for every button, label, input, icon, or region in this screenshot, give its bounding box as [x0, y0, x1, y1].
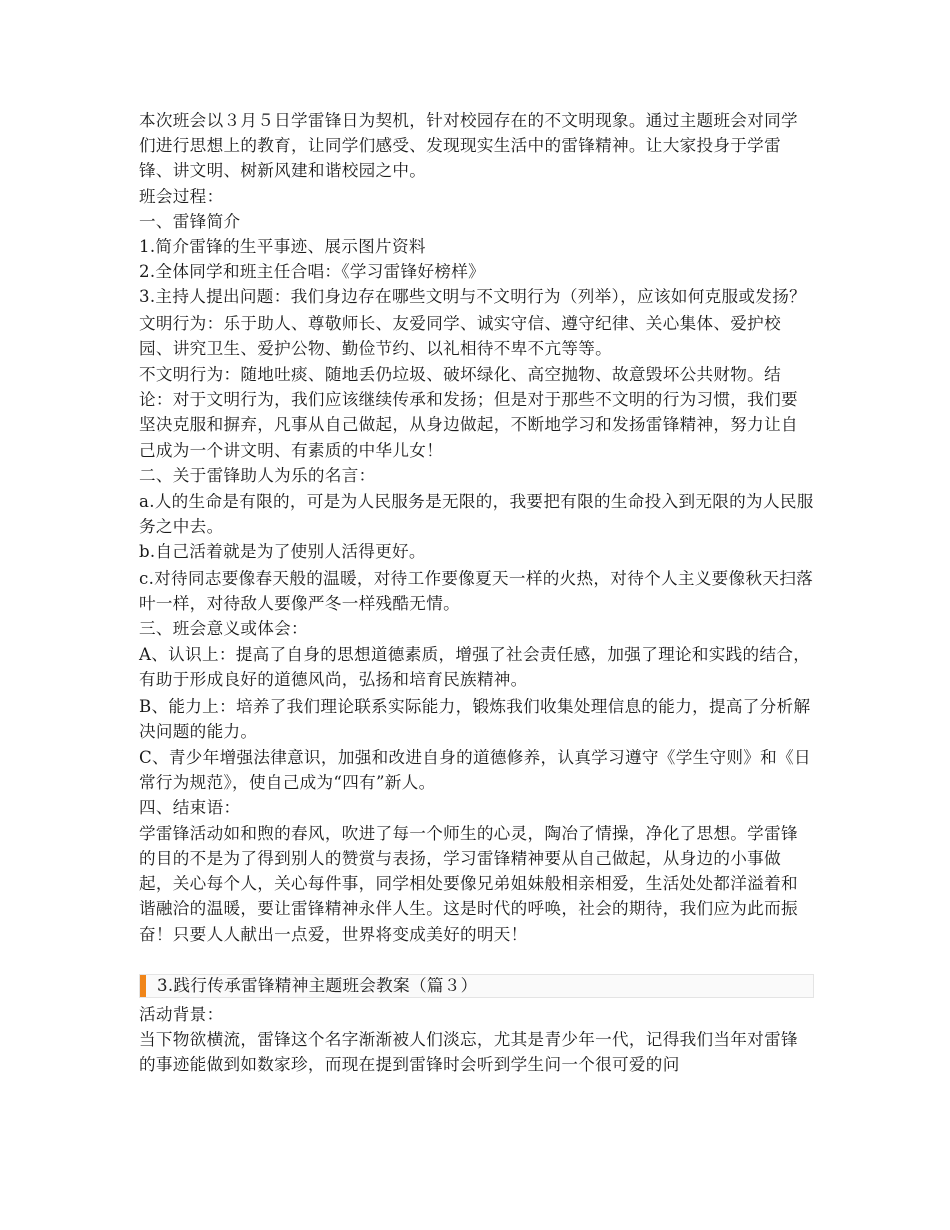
paragraph-section-four-heading: 四、结束语： [139, 798, 241, 818]
paragraph-intro: 本次班会以３月５日学雷锋日为契机，针对校园存在的不文明现象。通过主题班会对同学们进行思想上的教育，让同学们感受、发现现实生活中的雷锋精神。让大家投身于学雷锋、讲文明、树新风建和谐校园之中。 [139, 111, 798, 181]
paragraph-item-3: 3.主持人提出问题：我们身边存在哪些文明与不文明行为（列举），应该如何克服或发扬？ [139, 287, 806, 307]
paragraph-point-c: C、青少年增强法律意识，加强和改进自身的道德修养，认真学习遵守《学生守则》和《日常行为规范》，使自己成为“四有”新人。 [139, 748, 811, 793]
paragraph-point-b: B、能力上：培养了我们理论联系实际能力，锻炼我们收集处理信息的能力，提高了分析解决问题的能力。 [139, 696, 811, 741]
paragraph-quote-a: a.人的生命是有限的，可是为人民服务是无限的，我要把有限的生命投入到无限的为人民服务之中去。 [139, 492, 814, 537]
paragraph-section-one-heading: 一、雷锋简介 [139, 211, 241, 231]
paragraph-section-two-heading: 二、关于雷锋助人为乐的名言： [139, 465, 376, 485]
document-page [139, 108, 814, 1077]
section-accent-bar [140, 975, 146, 997]
paragraph-background-heading: 活动背景： [139, 1004, 224, 1024]
paragraph-process-heading: 班会过程： [139, 186, 224, 206]
paragraph-closing: 学雷锋活动如和煦的春风，吹进了每一个师生的心灵，陶冶了情操，净化了思想。学雷锋的目的不是为了得到别人的赞赏与表扬，学习雷锋精神要从自己做起，从身边的小事做起，关心每个人，关心每件事，同学相处要像兄弟姐妹般相亲相爱，生活处处都洋溢着和谐融洽的温暖，要让雷锋精神永伴人生。这是时代的呼唤，社会的期待，我们应为此而振奋！只要人人献出一点爱，世界将变成美好的明天！ [139, 823, 798, 944]
paragraph-background-text: 当下物欲横流，雷锋这个名字渐渐被人们淡忘，尤其是青少年一代，记得我们当年对雷锋的事迹能做到如数家珍，而现在提到雷锋时会听到学生问一个很可爱的问 [139, 1029, 798, 1075]
paragraph-point-a: A、认识上：提高了自身的思想道德素质，增强了社会责任感，加强了理论和实践的结合，有助于形成良好的道德风尚，弘扬和培育民族精神。 [139, 645, 811, 690]
paragraph-civil-behaviors: 文明行为：乐于助人、尊敬师长、友爱同学、诚实守信、遵守纪律、关心集体、爱护校园、讲究卫生、爱护公物、勤俭节约、以礼相待不卑不亢等等。 [139, 313, 781, 358]
paragraph-quote-c: c.对待同志要像春天般的温暖，对待工作要像夏天一样的火热，对待个人主义要像秋天扫落叶一样，对待敌人要像严冬一样残酷无情。 [139, 568, 814, 613]
section-header [139, 974, 814, 998]
paragraph-item-2: 2.全体同学和班主任合唱：《学习雷锋好榜样》 [139, 262, 486, 282]
paragraph-item-1: 1.简介雷锋的生平事迹、展示图片资料 [139, 237, 426, 257]
paragraph-uncivil-behaviors: 不文明行为：随地吐痰、随地丢仍垃圾、破坏绿化、高空抛物、故意毁坏公共财物。结论：对于文明行为，我们应该继续传承和发扬；但是对于那些不文明的行为习惯，我们要坚决克服和摒弃，凡事从自己做起，从身边做起，不断地学习和发扬雷锋精神，努力让自己成为一个讲文明、有素质的中华儿女！ [139, 365, 798, 460]
paragraph-quote-b: b.自己活着就是为了使别人活得更好。 [139, 542, 426, 562]
paragraph-section-three-heading: 三、班会意义或体会： [139, 619, 308, 639]
section-title: 3.践行传承雷锋精神主题班会教案（篇３） [157, 975, 478, 995]
